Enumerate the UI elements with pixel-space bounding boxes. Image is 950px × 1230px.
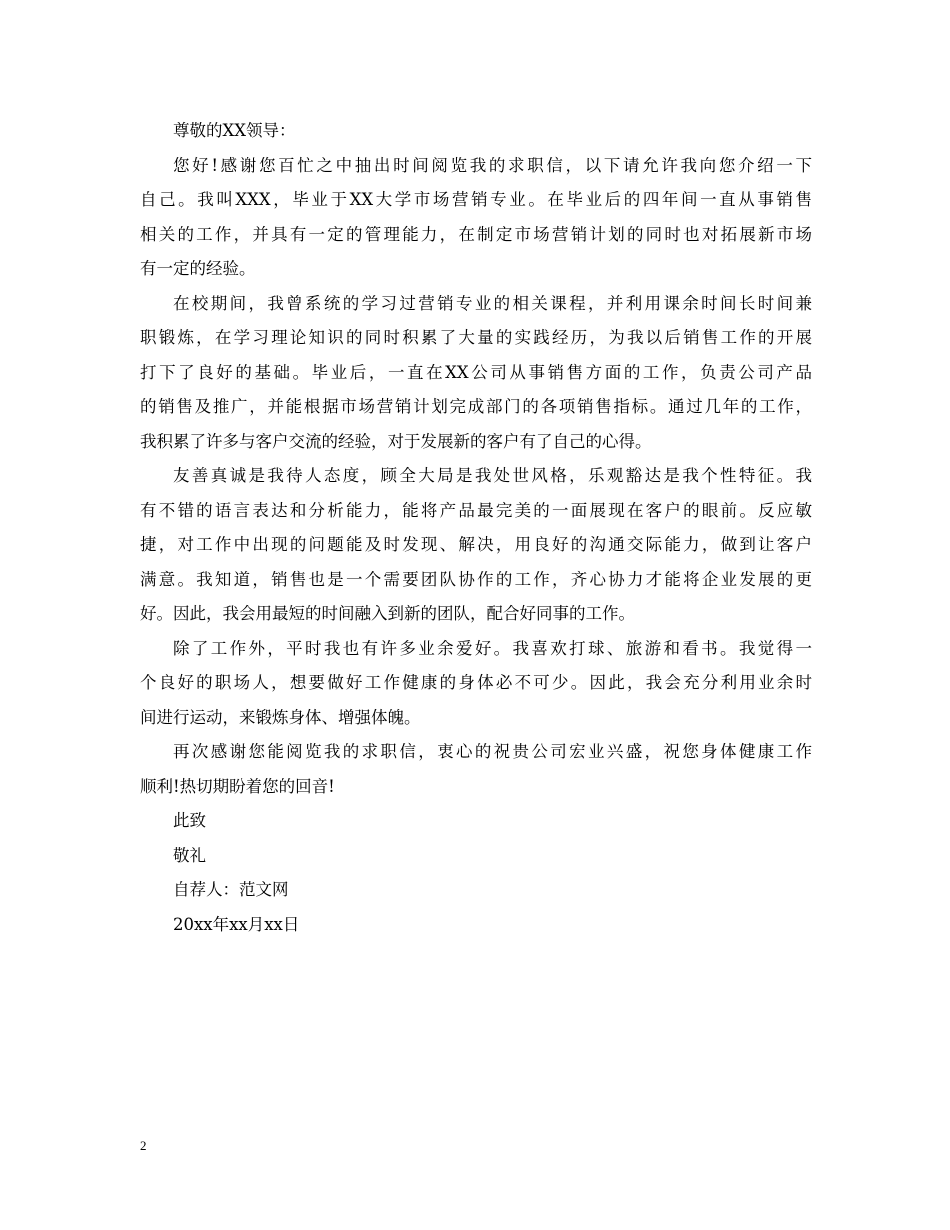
paragraph-line: 相关的工作，并具有一定的管理能力，在制定市场营销计划的同时也对拓展新市场 [140,224,812,244]
paragraph-education [140,287,812,460]
paragraph-line: 除了工作外，平时我也有许多业余爱好。我喜欢打球、旅游和看书。我觉得一 [173,638,812,658]
paragraph-line: 友善真诚是我待人态度，顾全大局是我处世风格，乐观豁达是我个性特征。我 [173,466,812,485]
paragraph-line: 有不错的语言表达和分析能力，能将产品最完美的一面展现在客户的眼前。反应敏 [140,500,812,520]
paragraph-line: 职锻炼，在学习理论知识的同时积累了大量的实践经历，为我以后销售工作的开展 [140,328,812,347]
paragraph-line: 间进行运动，来锻炼身体、增强体魄。 [140,707,421,727]
paragraph-line: 顺利!热切期盼着您的回音! [140,776,335,796]
closing: 此致 [173,811,206,830]
paragraph-line: 在校期间，我曾系统的学习过营销专业的相关课程，并利用课余时间长时间兼 [173,293,812,313]
paragraph-line: 打下了良好的基础。毕业后，一直在XX公司从事销售方面的工作，负责公司产品 [140,362,812,382]
page-number: 2 [140,1138,147,1153]
paragraph-line: 捷，对工作中出现的问题能及时发现、解决，用良好的沟通交际能力，做到让客户 [140,535,812,554]
paragraph-intro [140,149,812,287]
paragraph-line: 好。因此，我会用最短的时间融入到新的团队，配合好同事的工作。 [140,604,635,623]
date: 20xx年xx月xx日 [173,914,300,934]
signature: 自荐人：范文网 [173,880,289,899]
paragraph-line: 个良好的职场人，想要做好工作健康的身体必不可少。因此，我会充分利用业余时 [140,673,812,692]
paragraph-line: 有一定的经验。 [140,259,256,278]
paragraph-line: 您好!感谢您百忙之中抽出时间阅览我的求职信，以下请允许我向您介绍一下 [173,155,812,175]
paragraph-line: 满意。我知道，销售也是一个需要团队协作的工作，齐心协力才能将企业发展的更 [140,569,812,589]
letter-body [140,114,812,942]
paragraph-line: 再次感谢您能阅览我的求职信，衷心的祝贵公司宏业兴盛，祝您身体健康工作 [173,742,812,761]
salutation: 尊敬的XX领导： [173,121,296,140]
paragraph-hobbies [140,632,812,736]
paragraph-line: 我积累了许多与客户交流的经验，对于发展新的客户有了自己的心得。 [140,431,652,451]
paragraph-personality [140,459,812,632]
paragraph-line: 的销售及推广，并能根据市场营销计划完成部门的各项销售指标。通过几年的工作， [140,397,812,416]
paragraph-line: 自己。我叫XXX，毕业于XX大学市场营销专业。在毕业后的四年间一直从事销售 [140,190,812,209]
paragraph-thanks [140,735,812,804]
regards: 敬礼 [173,845,206,865]
